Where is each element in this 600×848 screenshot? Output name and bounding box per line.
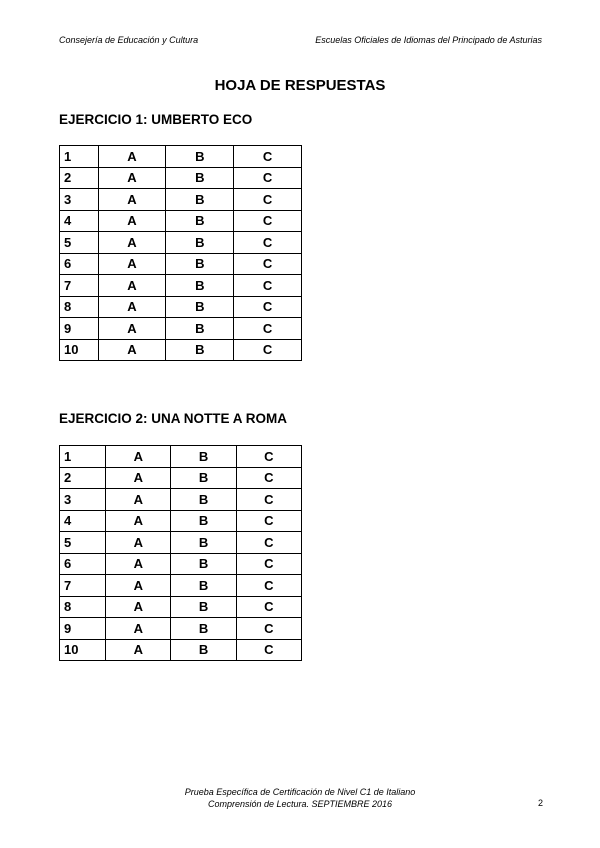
option-b[interactable]: B [171, 575, 236, 597]
option-a[interactable]: A [98, 318, 166, 340]
question-number: 1 [60, 446, 106, 468]
answer-row [60, 446, 302, 468]
answer-row [60, 553, 302, 575]
answer-row [60, 210, 302, 232]
option-b[interactable]: B [166, 275, 234, 297]
option-c[interactable]: C [236, 467, 301, 489]
option-c[interactable]: C [236, 510, 301, 532]
answer-row [60, 489, 302, 511]
option-b[interactable]: B [171, 446, 236, 468]
option-b[interactable]: B [171, 510, 236, 532]
answer-row [60, 467, 302, 489]
option-c[interactable]: C [236, 618, 301, 640]
option-a[interactable]: A [106, 510, 171, 532]
answer-row [60, 596, 302, 618]
question-number: 8 [60, 296, 99, 318]
answer-row [60, 232, 302, 254]
answer-row [60, 253, 302, 275]
option-c[interactable]: C [234, 275, 302, 297]
option-b[interactable]: B [166, 339, 234, 361]
section-title-exercise-1: EJERCICIO 1: UMBERTO ECO [59, 112, 253, 127]
option-b[interactable]: B [166, 296, 234, 318]
answer-row [60, 275, 302, 297]
option-b[interactable]: B [166, 232, 234, 254]
answer-table-exercise-2 [59, 445, 302, 661]
question-number: 6 [60, 253, 99, 275]
option-a[interactable]: A [98, 167, 166, 189]
answer-row [60, 339, 302, 361]
option-c[interactable]: C [234, 146, 302, 168]
header-right-text: Escuelas Oficiales de Idiomas del Principado de Asturias [315, 35, 542, 45]
section-title-exercise-2: EJERCICIO 2: UNA NOTTE A ROMA [59, 411, 288, 426]
answer-row [60, 146, 302, 168]
option-b[interactable]: B [171, 639, 236, 661]
option-c[interactable]: C [234, 210, 302, 232]
answer-row [60, 510, 302, 532]
answer-row [60, 639, 302, 661]
option-b[interactable]: B [171, 532, 236, 554]
question-number: 4 [60, 210, 99, 232]
answer-table-body [60, 146, 302, 361]
option-a[interactable]: A [106, 596, 171, 618]
option-a[interactable]: A [98, 232, 166, 254]
option-a[interactable]: A [106, 489, 171, 511]
option-a[interactable]: A [98, 253, 166, 275]
question-number: 7 [60, 575, 106, 597]
page-number: 2 [537, 798, 543, 808]
option-c[interactable]: C [236, 446, 301, 468]
question-number: 9 [60, 318, 99, 340]
question-number: 2 [60, 167, 99, 189]
option-b[interactable]: B [166, 210, 234, 232]
option-a[interactable]: A [106, 467, 171, 489]
option-c[interactable]: C [236, 596, 301, 618]
question-number: 5 [60, 532, 106, 554]
question-number: 1 [60, 146, 99, 168]
question-number: 10 [60, 339, 99, 361]
option-b[interactable]: B [171, 553, 236, 575]
question-number: 4 [60, 510, 106, 532]
answer-row [60, 167, 302, 189]
option-a[interactable]: A [98, 339, 166, 361]
footer [0, 786, 600, 810]
answer-table-body [60, 446, 302, 661]
answer-row [60, 532, 302, 554]
answer-table-exercise-1 [59, 145, 302, 361]
option-a[interactable]: A [106, 575, 171, 597]
option-a[interactable]: A [106, 639, 171, 661]
question-number: 10 [60, 639, 106, 661]
answer-row [60, 318, 302, 340]
footer-line-1: Prueba Específica de Certificación de Nivel C1 de Italiano [184, 787, 416, 797]
option-c[interactable]: C [234, 189, 302, 211]
option-b[interactable]: B [171, 618, 236, 640]
option-c[interactable]: C [234, 167, 302, 189]
question-number: 5 [60, 232, 99, 254]
option-c[interactable]: C [234, 232, 302, 254]
option-c[interactable]: C [236, 532, 301, 554]
question-number: 7 [60, 275, 99, 297]
question-number: 3 [60, 189, 99, 211]
option-b[interactable]: B [171, 467, 236, 489]
option-a[interactable]: A [98, 296, 166, 318]
option-c[interactable]: C [236, 553, 301, 575]
header-left-text: Consejería de Educación y Cultura [59, 35, 199, 45]
question-number: 8 [60, 596, 106, 618]
option-a[interactable]: A [106, 618, 171, 640]
option-c[interactable]: C [234, 339, 302, 361]
option-b[interactable]: B [171, 596, 236, 618]
page-title: HOJA DE RESPUESTAS [214, 77, 386, 94]
option-c[interactable]: C [234, 318, 302, 340]
footer-line-2: Comprensión de Lectura. SEPTIEMBRE 2016 [207, 799, 393, 809]
answer-row [60, 575, 302, 597]
option-a[interactable]: A [98, 275, 166, 297]
question-number: 9 [60, 618, 106, 640]
question-number: 6 [60, 553, 106, 575]
option-a[interactable]: A [98, 210, 166, 232]
option-a[interactable]: A [98, 146, 166, 168]
option-c[interactable]: C [236, 489, 301, 511]
option-b[interactable]: B [166, 146, 234, 168]
option-b[interactable]: B [166, 253, 234, 275]
option-a[interactable]: A [106, 553, 171, 575]
question-number: 3 [60, 489, 106, 511]
answer-row [60, 189, 302, 211]
option-a[interactable]: A [106, 532, 171, 554]
option-c[interactable]: C [236, 575, 301, 597]
question-number: 2 [60, 467, 106, 489]
option-b[interactable]: B [166, 189, 234, 211]
option-b[interactable]: B [166, 167, 234, 189]
answer-row [60, 296, 302, 318]
answer-row [60, 618, 302, 640]
option-c[interactable]: C [234, 296, 302, 318]
option-c[interactable]: C [234, 253, 302, 275]
option-b[interactable]: B [166, 318, 234, 340]
option-c[interactable]: C [236, 639, 301, 661]
option-a[interactable]: A [98, 189, 166, 211]
option-b[interactable]: B [171, 489, 236, 511]
option-a[interactable]: A [106, 446, 171, 468]
